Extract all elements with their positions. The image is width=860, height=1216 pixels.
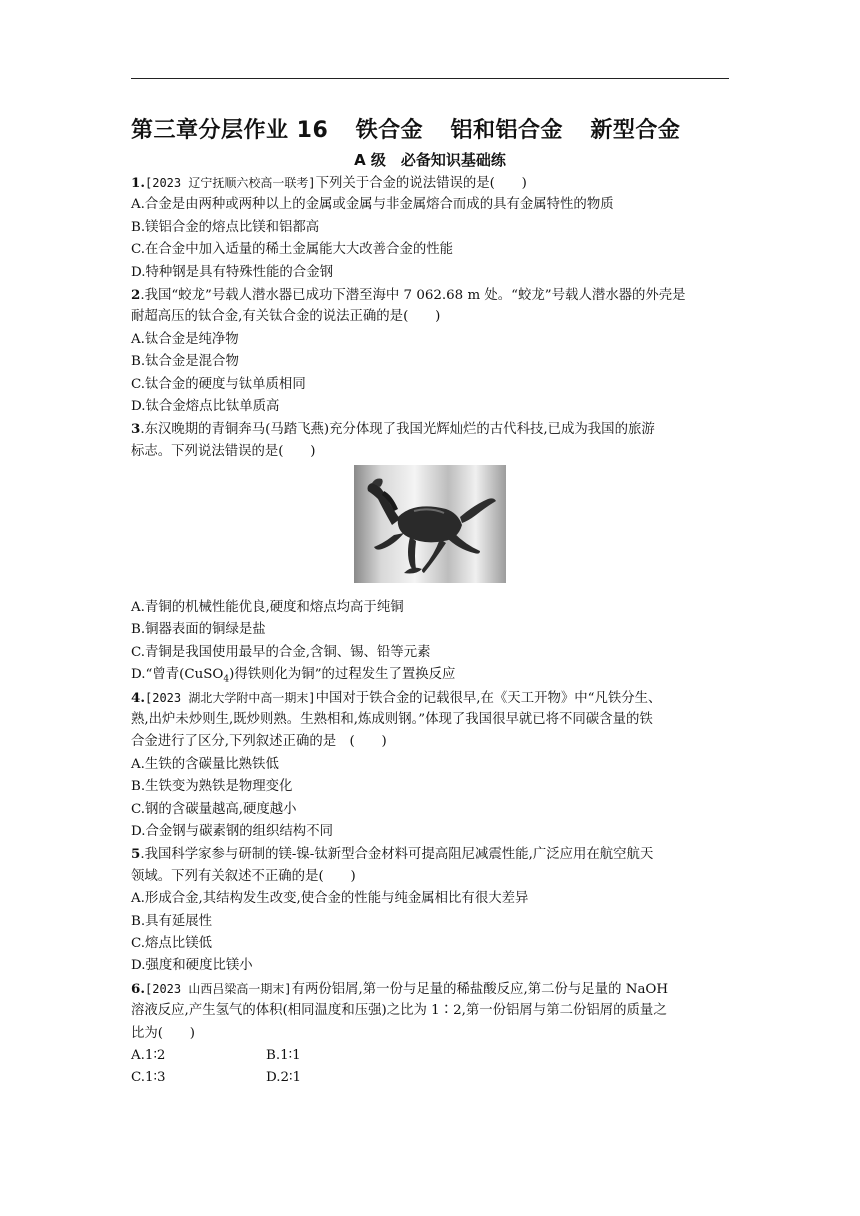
option-c: C.钛合金的硬度与钛单质相同 [131,376,306,392]
option-a: A.钛合金是纯净物 [131,331,239,347]
option-d: D.2∶1 [266,1070,302,1086]
bronze-horse-figure [131,463,731,597]
question-number: 6 [131,980,141,997]
question-text: .我国科学家参与研制的镁-镍-钛新型合金材料可提高阻尼减震性能,广泛应用在航空航天 [140,847,654,863]
section-heading: A 级 必备知识基础练 [354,151,506,169]
galloping-horse-icon [354,465,506,583]
option-b: B.镁铝合金的熔点比镁和铝都高 [131,219,320,235]
question-number: 1 [131,175,141,191]
question-source: [2023 山西吕梁高一期末] [145,981,292,996]
question-text: 有两份铝屑,第一份与足量的稀盐酸反应,第二份与足量的 NaOH [291,981,669,997]
question-text-cont: 标志。下列说法错误的是( ) [131,443,316,459]
question-number: 5 [131,846,141,863]
question-text: 中国对于铁合金的记载很早,在《天工开物》中“凡铁分生、 [315,690,662,706]
page-title [131,113,751,144]
option-a: A.青铜的机械性能优良,硬度和熔点均高于纯铜 [131,600,404,616]
question-text: 下列关于合金的说法错误的是( ) [315,176,527,191]
option-c: C.熔点比镁低 [131,935,212,951]
option-a: A.形成合金,其结构发生改变,使合金的性能与纯金属相比有很大差异 [131,891,529,907]
question-number: 4 [131,689,141,706]
option-d: D.钛合金熔点比钛单质高 [131,398,280,414]
option-a: A.生铁的含碳量比熟铁低 [131,756,279,772]
option-b: B.1∶1 [266,1047,301,1063]
question-text-cont: 领域。下列有关叙述不正确的是( ) [131,868,356,884]
question-source: [2023 辽宁抚顺六校高一联考] [145,176,316,190]
option-c: C.钢的含碳量越高,硬度越小 [131,801,297,817]
title-chapter: 第三章分层作业 16 [131,118,329,143]
question-text-cont: 熟,出炉未炒则生,既炒则熟。生熟相和,炼成则钢。”体现了我国很早就已将不同碳含量的铁 [131,712,653,728]
title-topic-2: 铝和铝合金 [450,118,564,143]
option-a: A.1∶2 [131,1047,166,1063]
option-d: D.合金钢与碳素钢的组织结构不同 [131,823,333,839]
question-6-stem: 6.[2023 山西吕梁高一期末]有两份铝屑,第一份与足量的稀盐酸反应,第二份与足量的 NaOH [131,980,669,997]
header-rule [131,78,729,79]
option-d: D.强度和硬度比镁小 [131,958,253,974]
option-b: B.生铁变为熟铁是物理变化 [131,779,293,795]
question-text: .东汉晚期的青铜奔马(马踏飞燕)充分体现了我国光辉灿烂的古代科技,已成为我国的旅游 [140,422,655,438]
question-number: 3 [131,421,141,438]
option-c: C.青铜是我国使用最早的合金,含铜、锡、铅等元素 [131,644,431,660]
question-text-cont: 比为( ) [131,1025,196,1041]
title-topic-1: 铁合金 [355,118,424,143]
question-text: .我国“蛟龙”号载人潜水器已成功下潜至海中 7 062.68 m 处。“蛟龙”号载人潜水器的外壳是 [140,287,686,303]
option-a: A.合金是由两种或两种以上的金属或金属与非金属熔合而成的具有金属特性的物质 [131,197,614,213]
option-c: C.1∶3 [131,1070,166,1086]
option-row [131,1067,731,1089]
question-text-cont: 溶液反应,产生氢气的体积(相同温度和压强)之比为 1∶2,第一份铝屑与第二份铝屑的质量之 [131,1003,667,1019]
option-d: D.“曾青(CuSO$_4$)得铁则化为铜”的过程发生了置换反应 [131,667,456,685]
question-3-stem [131,418,731,440]
question-2-stem [131,284,731,306]
question-1-stem: 1.[2023 辽宁抚顺六校高一联考]下列关于合金的说法错误的是( ) [131,175,527,191]
option-row [131,1045,731,1067]
question-text-cont: 合金进行了区分,下列叙述正确的是 ( ) [131,734,387,750]
option-c: C.在合金中加入适量的稀土金属能大大改善合金的性能 [131,242,454,258]
question-source: [2023 湖北大学附中高一期末] [145,690,316,705]
option-d: D.特种钢是具有特殊性能的合金钢 [131,264,333,280]
option-b: B.具有延展性 [131,913,213,929]
title-topic-3: 新型合金 [590,118,681,143]
option-b: B.铜器表面的铜绿是盐 [131,622,266,638]
question-number: 2 [131,286,141,303]
question-5-stem [131,843,731,865]
question-4-stem: 4.[2023 湖北大学附中高一期末]中国对于铁合金的记载很早,在《天工开物》中“凡铁分生、 [131,689,662,706]
question-list [131,172,731,1090]
bronze-horse-image [354,465,506,583]
question-text-cont: 耐超高压的钛合金,有关钛合金的说法正确的是( ) [131,309,441,325]
option-b: B.钛合金是混合物 [131,354,239,370]
